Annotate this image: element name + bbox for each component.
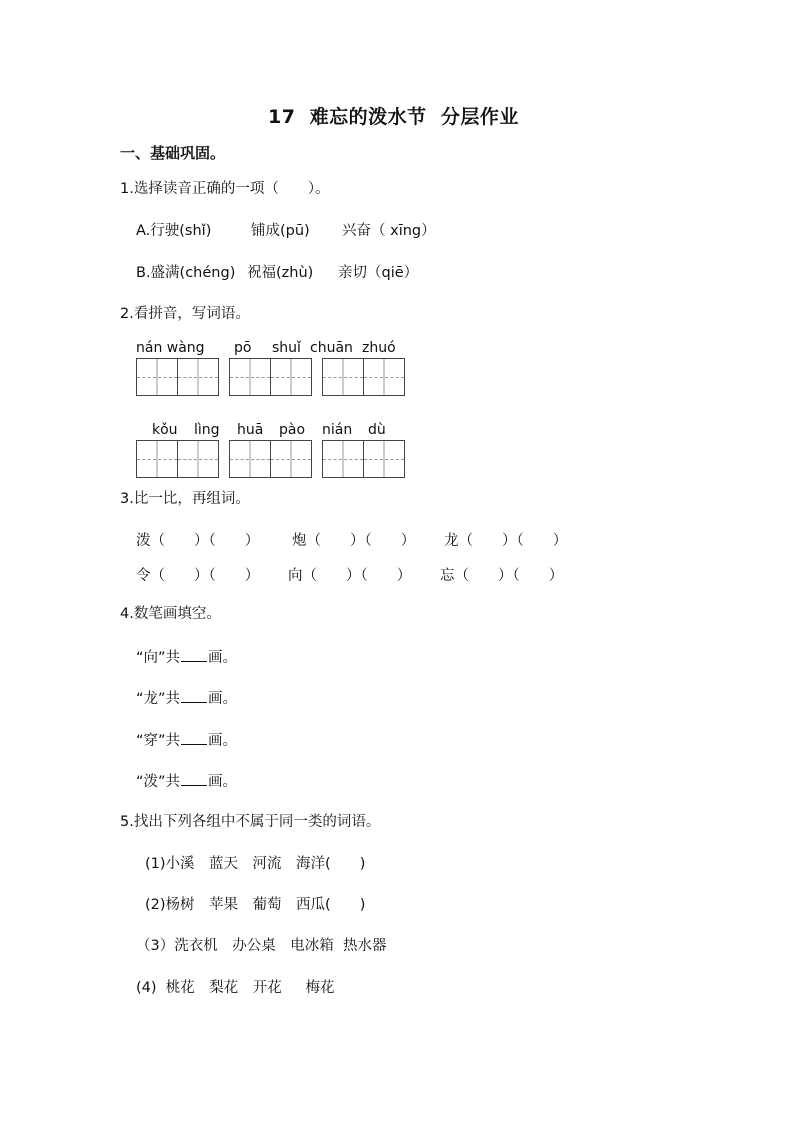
pinyin-po: pō [234, 340, 252, 356]
stroke-count-item [136, 690, 237, 707]
writing-cell[interactable] [136, 358, 178, 396]
question-1-prompt: 1.选择读音正确的一项（ ）。 [120, 181, 330, 197]
writing-cell[interactable] [322, 440, 364, 478]
writing-grid-5[interactable] [229, 440, 312, 478]
odd-one-out-group-2: (2)杨树 苹果 葡萄 西瓜( ) [145, 897, 366, 913]
stroke-item-suffix: 画。 [208, 650, 238, 666]
stroke-item-suffix: 画。 [208, 733, 238, 749]
pinyin-kou: kǒu [152, 422, 178, 438]
q1-option-a-word-3: 兴奋（ xīng） [342, 223, 436, 239]
compare-item-ling: 令（ ）（ ） [136, 568, 260, 584]
writing-cell[interactable] [177, 440, 219, 478]
pinyin-zhuo: zhuó [362, 340, 396, 356]
writing-cell[interactable] [363, 358, 405, 396]
compare-item-wang: 忘（ ）（ ） [440, 568, 564, 584]
stroke-count-item [136, 773, 237, 790]
stroke-item-text: “穿”共 [136, 733, 181, 749]
pinyin-hua: huā [237, 422, 264, 438]
stroke-count-item [136, 649, 237, 666]
writing-cell[interactable] [363, 440, 405, 478]
compare-item-po: 泼（ ）（ ） [136, 533, 260, 549]
compare-item-xiang: 向（ ）（ ） [288, 568, 412, 584]
answer-blank[interactable] [181, 773, 207, 786]
pinyin-ling: lìng [194, 422, 220, 438]
answer-blank[interactable] [181, 690, 207, 703]
writing-cell[interactable] [136, 440, 178, 478]
question-5-prompt: 5.找出下列各组中不属于同一类的词语。 [120, 814, 381, 830]
answer-blank[interactable] [181, 649, 207, 662]
q1-option-a-word-1: A.行驶(shǐ) [136, 223, 212, 239]
writing-grid-4[interactable] [136, 440, 219, 478]
q1-option-b-word-1: B.盛满(chéng) [136, 265, 236, 281]
stroke-item-suffix: 画。 [208, 691, 238, 707]
odd-one-out-group-3: （3）洗衣机 办公桌 电冰箱 热水器 [136, 938, 387, 954]
pinyin-nan-wang: nán wàng [136, 340, 205, 356]
pinyin-du: dù [368, 422, 386, 438]
odd-one-out-group-4: (4) 桃花 梨花 开花 梅花 [136, 980, 335, 996]
stroke-count-item [136, 732, 237, 749]
stroke-item-text: “向”共 [136, 650, 181, 666]
compare-item-pao: 炮（ ）（ ） [292, 533, 416, 549]
compare-item-long: 龙（ ）（ ） [444, 533, 568, 549]
question-3-prompt: 3.比一比，再组词。 [120, 491, 250, 507]
stroke-item-text: “龙”共 [136, 691, 181, 707]
q1-option-b-word-2: 祝福(zhù) [247, 265, 314, 281]
writing-grid-2[interactable] [229, 358, 312, 396]
writing-grid-1[interactable] [136, 358, 219, 396]
writing-cell[interactable] [322, 358, 364, 396]
writing-grid-3[interactable] [322, 358, 405, 396]
stroke-item-suffix: 画。 [208, 774, 238, 790]
writing-cell[interactable] [229, 358, 271, 396]
writing-cell[interactable] [177, 358, 219, 396]
writing-grid-6[interactable] [322, 440, 405, 478]
question-4-prompt: 4.数笔画填空。 [120, 606, 221, 622]
odd-one-out-group-1: (1)小溪 蓝天 河流 海洋( ) [145, 856, 366, 872]
section-heading-basics: 一、基础巩固。 [120, 144, 226, 162]
writing-cell[interactable] [229, 440, 271, 478]
stroke-item-text: “泼”共 [136, 774, 181, 790]
answer-blank[interactable] [181, 732, 207, 745]
question-2-prompt: 2.看拼音，写词语。 [120, 306, 250, 322]
q1-option-b-word-3: 亲切（qiē） [338, 265, 419, 281]
writing-cell[interactable] [270, 440, 312, 478]
pinyin-chuan: chuān [310, 340, 353, 356]
writing-cell[interactable] [270, 358, 312, 396]
pinyin-nian: nián [322, 422, 353, 438]
pinyin-shui: shuǐ [272, 340, 301, 356]
pinyin-pao: pào [279, 422, 306, 438]
page-title: 17 难忘的泼水节 分层作业 [268, 106, 519, 128]
q1-option-a-word-2: 铺成(pū) [251, 223, 310, 239]
